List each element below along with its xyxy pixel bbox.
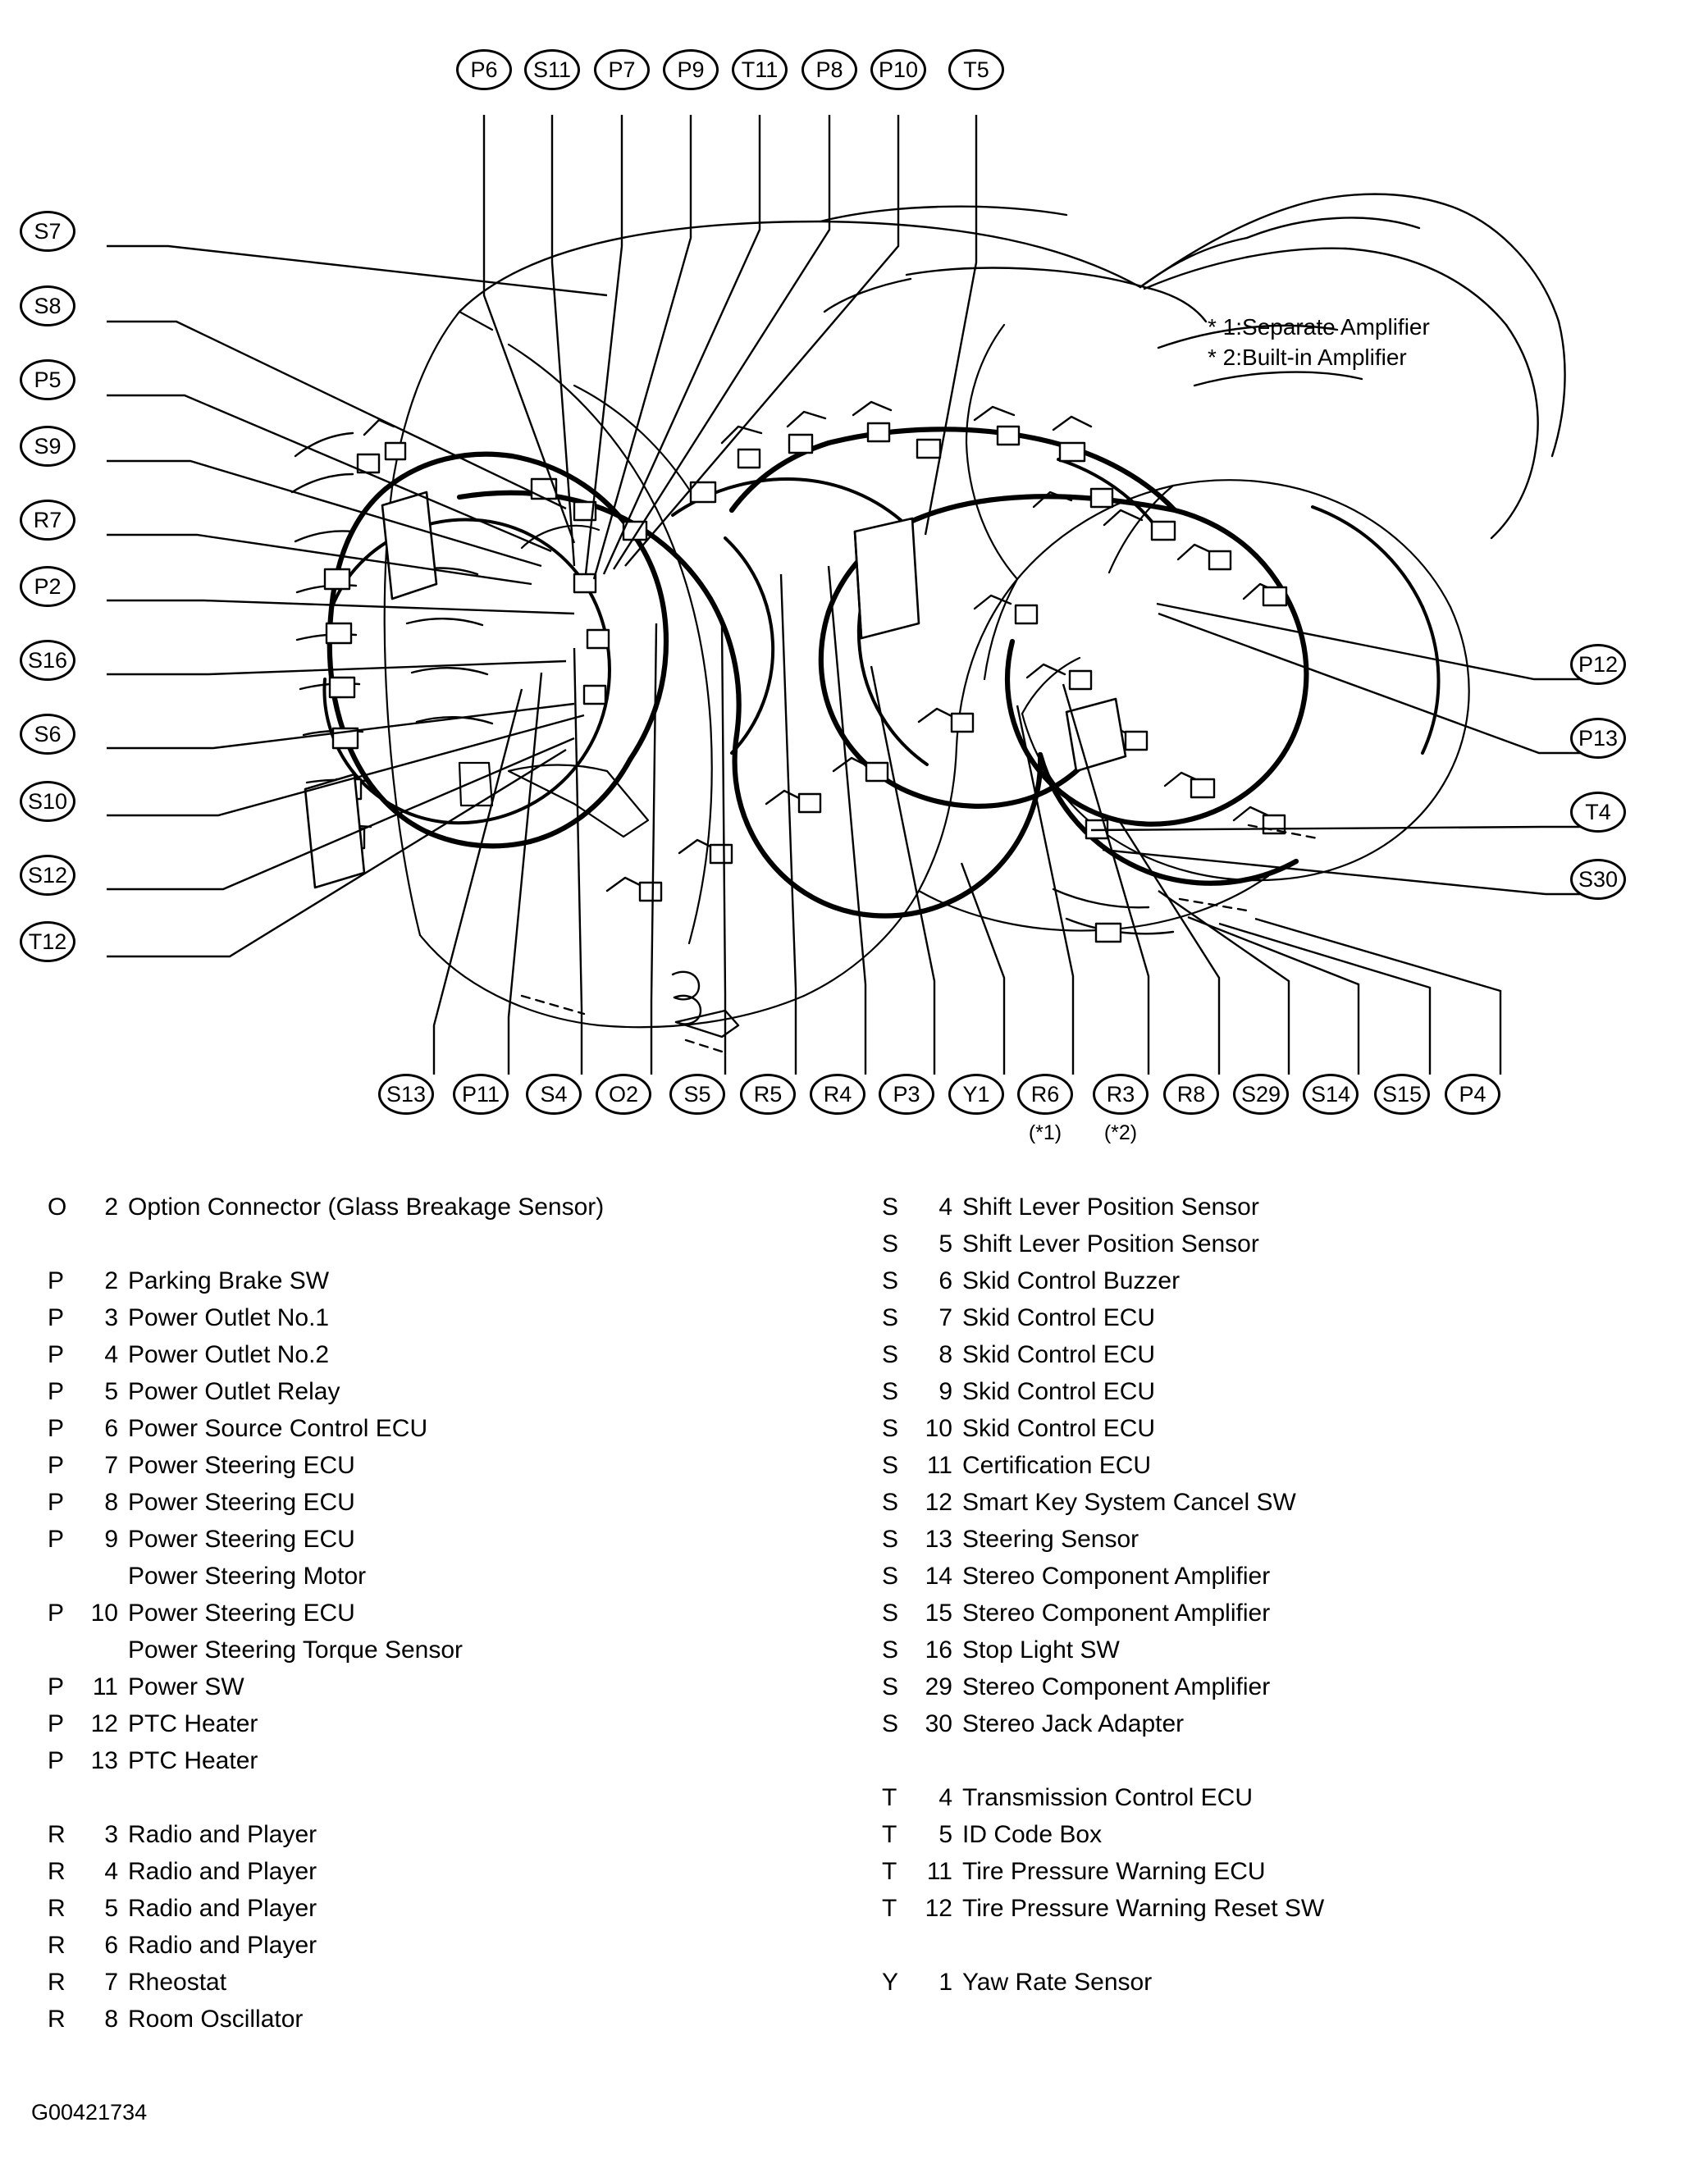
legend-code-number: 2 [104,1267,118,1294]
legend-row [882,1636,1702,1673]
legend-spacer [48,1784,868,1821]
legend-code [48,1673,128,1701]
callout-p10[interactable]: P10 [870,49,926,90]
legend-code-number: 14 [925,1563,952,1590]
legend-code [48,1378,128,1406]
legend-code [48,1932,128,1960]
legend-code-letter: S [882,1710,899,1737]
callout-s14[interactable]: S14 [1303,1074,1359,1115]
legend-code [882,1673,962,1701]
leader-S30 [1103,850,1598,894]
legend-code-letter: P [48,1378,65,1405]
legend-code-letter: P [48,1710,65,1737]
legend-code-number: 7 [104,1452,118,1479]
legend-code-letter: S [882,1673,899,1700]
legend-code-letter: S [882,1194,899,1221]
legend-code-letter: S [882,1267,899,1294]
legend-code-letter: S [882,1304,899,1331]
callout-r7[interactable]: R7 [20,500,75,541]
legend-code-letter: R [48,1821,66,1848]
leader-P6 [484,115,574,543]
legend-description: Stop Light SW [962,1636,1120,1664]
legend-description: Stereo Component Amplifier [962,1563,1271,1590]
legend-code-number: 4 [938,1194,952,1221]
legend-code [48,2006,128,2033]
legend-description: Shift Lever Position Sensor [962,1230,1259,1257]
legend-code-letter: T [882,1821,897,1848]
legend-row [882,1895,1702,1932]
legend-row [48,1341,868,1378]
legend-description: Radio and Player [128,1895,317,1922]
legend-row [48,1858,868,1895]
legend-row [48,1267,868,1304]
legend-spacer [882,1932,1702,1969]
legend-code [882,1489,962,1517]
amplifier-note-line-1: * 1:Separate Amplifier [1208,314,1430,340]
legend-code [48,1969,128,1997]
legend-code [882,1600,962,1627]
legend-row [48,1563,868,1600]
legend-code [882,1858,962,1886]
legend-code [48,1452,128,1480]
amplifier-note-line-2: * 2:Built-in Amplifier [1208,345,1407,370]
legend-code-letter: S [882,1452,899,1479]
legend-code-number: 4 [104,1858,118,1885]
callout-s10[interactable]: S10 [20,781,75,822]
legend-row [48,1710,868,1747]
leader-R7 [107,535,532,584]
legend-column-left [48,1194,868,2042]
legend-code [882,1230,962,1258]
leader-S9 [107,461,541,566]
callout-p9[interactable]: P9 [663,49,719,90]
legend-code [882,1784,962,1812]
callout-p11[interactable]: P11 [453,1074,509,1115]
legend-row [48,1636,868,1673]
legend-description: Power Steering ECU [128,1489,355,1516]
legend-code-number: 3 [104,1304,118,1331]
callout-s13[interactable]: S13 [378,1074,434,1115]
leader-P12 [1157,604,1598,679]
callout-p12[interactable]: P12 [1570,644,1626,685]
callout-s7[interactable]: S7 [20,211,75,252]
leader-P2 [107,600,574,614]
legend-row [48,2006,868,2042]
callout-p8[interactable]: P8 [801,49,857,90]
callout-r3[interactable]: R3 [1093,1074,1149,1115]
legend-code-number: 5 [938,1230,952,1257]
legend-code [48,1194,128,1221]
legend-description: Skid Control ECU [962,1304,1156,1331]
legend-code-number: 12 [925,1489,952,1516]
legend-code-number: 5 [104,1378,118,1405]
legend-row [48,1452,868,1489]
legend-description: Power SW [128,1673,244,1700]
callout-p2[interactable]: P2 [20,566,75,607]
legend-description: Radio and Player [128,1821,317,1848]
leader-P10 [625,115,898,566]
legend-description: Skid Control Buzzer [962,1267,1181,1294]
legend-row [882,1821,1702,1858]
legend-row [48,1304,868,1341]
legend-row [48,1821,868,1858]
legend-description: Radio and Player [128,1932,317,1959]
legend-code-number: 5 [938,1821,952,1848]
legend-description: PTC Heater [128,1747,258,1774]
leader-P3 [871,666,934,1075]
legend-description: Skid Control ECU [962,1378,1156,1405]
legend-code-number: 3 [104,1821,118,1848]
legend-code-letter: T [882,1858,897,1885]
callout-t11[interactable]: T11 [732,49,788,90]
legend-description: Room Oscillator [128,2006,304,2033]
leader-P8 [614,115,829,569]
legend-description: Power Steering ECU [128,1452,355,1479]
legend-row [48,1489,868,1526]
legend-code [882,1563,962,1591]
callout-r6[interactable]: R6 [1017,1074,1073,1115]
legend-code-number: 8 [104,1489,118,1516]
callout-r8[interactable]: R8 [1163,1074,1219,1115]
legend-code [882,1710,962,1738]
legend-row [882,1230,1702,1267]
leader-R6 [1017,705,1073,1075]
legend-description: Tire Pressure Warning Reset SW [962,1895,1325,1922]
legend-description: Option Connector (Glass Breakage Sensor) [128,1194,605,1221]
legend-code-number: 10 [90,1600,118,1627]
legend-description: ID Code Box [962,1821,1103,1848]
legend-code-letter: P [48,1304,65,1331]
legend-row [882,1304,1702,1341]
legend-row [48,1969,868,2006]
leader-O2 [651,623,656,1075]
callout-p7[interactable]: P7 [594,49,650,90]
legend-code-number: 2 [104,1194,118,1221]
legend-code [48,1526,128,1554]
legend-row [882,1452,1702,1489]
legend-description: Power Steering ECU [128,1526,355,1553]
legend-description: Power Outlet Relay [128,1378,340,1405]
legend-row [882,1600,1702,1636]
legend-code [48,1267,128,1295]
leader-S7 [107,246,607,295]
callout-note-r3: (*2) [1103,1121,1138,1144]
callout-r5[interactable]: R5 [740,1074,796,1115]
legend-code-letter: R [48,2006,66,2033]
legend-spacer [882,1747,1702,1784]
legend-row [882,1489,1702,1526]
legend-row [882,1969,1702,2006]
legend-code-letter: P [48,1415,65,1442]
legend-code-number: 8 [938,1341,952,1368]
legend-code [882,1341,962,1369]
leader-T4 [1091,827,1598,830]
amplifier-note [1208,312,1430,372]
legend-row [882,1858,1702,1895]
callout-s9[interactable]: S9 [20,426,75,467]
legend-code-letter: R [48,1932,66,1959]
legend-description: Shift Lever Position Sensor [962,1194,1259,1221]
legend-code [48,1858,128,1886]
legend-description: Skid Control ECU [962,1341,1156,1368]
legend-code-letter: R [48,1895,66,1922]
legend-code-letter: S [882,1600,899,1627]
legend-code-letter: R [48,1969,66,1996]
legend-row [882,1563,1702,1600]
legend-code-number: 7 [104,1969,118,1996]
callout-s15[interactable]: S15 [1374,1074,1430,1115]
legend-code [48,1710,128,1738]
legend-code [48,1821,128,1849]
legend-code-letter: Y [882,1969,899,1996]
leader-P5 [107,395,551,551]
legend-code-number: 6 [938,1267,952,1294]
legend-code [48,1747,128,1775]
callout-p6[interactable]: P6 [456,49,512,90]
legend-description: Power Steering ECU [128,1600,355,1627]
legend-code-number: 11 [926,1452,952,1479]
legend-code-number: 5 [104,1895,118,1922]
legend-description: Rheostat [128,1969,227,1996]
legend-row [48,1600,868,1636]
legend-code [882,1304,962,1332]
legend-description: Power Outlet No.1 [128,1304,330,1331]
legend-description: Radio and Player [128,1858,317,1885]
legend-row [882,1673,1702,1710]
legend-description: Stereo Component Amplifier [962,1673,1271,1700]
leader-S8 [107,322,566,509]
callout-s30[interactable]: S30 [1570,859,1626,900]
callout-p5[interactable]: P5 [20,359,75,400]
legend-code-letter: R [48,1858,66,1885]
legend-row [48,1526,868,1563]
legend-row [48,1415,868,1452]
legend-code-number: 12 [925,1895,952,1922]
callout-s12[interactable]: S12 [20,855,75,896]
legend-code [48,1304,128,1332]
legend-code-number: 16 [925,1636,952,1664]
legend-description: Skid Control ECU [962,1415,1156,1442]
callout-s8[interactable]: S8 [20,285,75,326]
legend-code-number: 29 [925,1673,952,1700]
legend-code [48,1341,128,1369]
legend-code [882,1526,962,1554]
leader-S16 [107,661,566,674]
legend-code-letter: S [882,1636,899,1664]
leader-S15 [1219,924,1430,1075]
legend-row [882,1784,1702,1821]
component-legend [0,1194,1708,2120]
legend-code-letter: S [882,1230,899,1257]
callout-p4[interactable]: P4 [1445,1074,1500,1115]
callout-t12[interactable]: T12 [20,921,75,962]
legend-code [882,1267,962,1295]
legend-code-number: 11 [926,1858,952,1885]
callout-s5[interactable]: S5 [669,1074,725,1115]
legend-code-number: 6 [104,1415,118,1442]
callout-y1[interactable]: Y1 [948,1074,1004,1115]
legend-code [882,1194,962,1221]
legend-code-letter: P [48,1341,65,1368]
legend-code-number: 4 [938,1784,952,1811]
legend-description: Parking Brake SW [128,1267,330,1294]
legend-description: Certification ECU [962,1452,1152,1479]
callout-p3[interactable]: P3 [879,1074,934,1115]
legend-code [882,1452,962,1480]
legend-row [48,1747,868,1784]
legend-code [48,1895,128,1923]
leader-P11 [509,673,541,1075]
leader-S4 [574,648,582,1075]
legend-code-letter: T [882,1784,897,1811]
legend-code [48,1415,128,1443]
legend-description: Stereo Jack Adapter [962,1710,1185,1737]
callout-s6[interactable]: S6 [20,714,75,755]
callout-s4[interactable]: S4 [526,1074,582,1115]
legend-code-number: 13 [90,1747,118,1774]
legend-code [882,1895,962,1923]
legend-row [48,1895,868,1932]
legend-code-number: 13 [925,1526,952,1553]
legend-code-letter: S [882,1563,899,1590]
legend-code-number: 30 [925,1710,952,1737]
leader-P4 [1255,919,1500,1075]
legend-code-letter: P [48,1452,65,1479]
legend-code-letter: S [882,1489,899,1516]
legend-description: Yaw Rate Sensor [962,1969,1153,1996]
legend-code-number: 1 [938,1969,952,1996]
legend-code-letter: P [48,1489,65,1516]
legend-row [48,1378,868,1415]
legend-description: Smart Key System Cancel SW [962,1489,1296,1516]
callout-p13[interactable]: P13 [1570,718,1626,759]
legend-row [48,1194,868,1230]
legend-column-right [882,1194,1702,2006]
legend-code-number: 15 [925,1600,952,1627]
legend-row [882,1194,1702,1230]
legend-code [882,1378,962,1406]
legend-description: Steering Sensor [962,1526,1139,1553]
legend-code [882,1636,962,1664]
legend-row [882,1267,1702,1304]
legend-code-letter: P [48,1526,65,1553]
legend-code-number: 12 [90,1710,118,1737]
legend-row [48,1673,868,1710]
legend-description: Transmission Control ECU [962,1784,1253,1811]
legend-code-letter: P [48,1747,65,1774]
legend-code-number: 8 [104,2006,118,2033]
legend-code-number: 11 [92,1673,118,1700]
legend-row [882,1378,1702,1415]
legend-row [882,1710,1702,1747]
legend-code-number: 6 [104,1932,118,1959]
legend-code [882,1969,962,1997]
legend-description: Stereo Component Amplifier [962,1600,1271,1627]
callout-o2[interactable]: O2 [596,1074,651,1115]
legend-code-number: 4 [104,1341,118,1368]
callout-s29[interactable]: S29 [1233,1074,1289,1115]
legend-spacer [48,1230,868,1267]
legend-row [48,1932,868,1969]
legend-code-letter: P [48,1267,65,1294]
legend-code [882,1415,962,1443]
legend-code-letter: P [48,1673,65,1700]
callout-s11[interactable]: S11 [524,49,580,90]
legend-code-letter: S [882,1415,899,1442]
legend-row [882,1341,1702,1378]
legend-code-letter: S [882,1526,899,1553]
legend-description: Tire Pressure Warning ECU [962,1858,1266,1885]
callout-r4[interactable]: R4 [810,1074,865,1115]
legend-code-number: 7 [938,1304,952,1331]
legend-row [882,1526,1702,1563]
legend-row [882,1415,1702,1452]
legend-code-letter: S [882,1378,899,1405]
legend-description: Power Source Control ECU [128,1415,428,1442]
legend-code [48,1489,128,1517]
leader-R8 [1119,820,1219,1075]
callout-note-r6: (*1) [1028,1121,1062,1144]
legend-code-number: 10 [925,1415,952,1442]
legend-code-number: 9 [938,1378,952,1405]
legend-description: Power Steering Torque Sensor [128,1636,464,1664]
legend-code [48,1600,128,1627]
legend-code [882,1821,962,1849]
legend-code-letter: S [882,1341,899,1368]
legend-code-number: 9 [104,1526,118,1553]
callout-t4[interactable]: T4 [1570,792,1626,833]
legend-code-letter: P [48,1600,65,1627]
legend-description: PTC Heater [128,1710,258,1737]
legend-description: Power Steering Motor [128,1563,367,1590]
legend-code-letter: O [48,1194,67,1221]
legend-code-letter: T [882,1895,897,1922]
legend-description: Power Outlet No.2 [128,1341,330,1368]
callout-t5[interactable]: T5 [948,49,1004,90]
callout-s16[interactable]: S16 [20,640,75,681]
leader-P13 [1158,614,1598,753]
figure-id: G00421734 [31,2100,148,2125]
